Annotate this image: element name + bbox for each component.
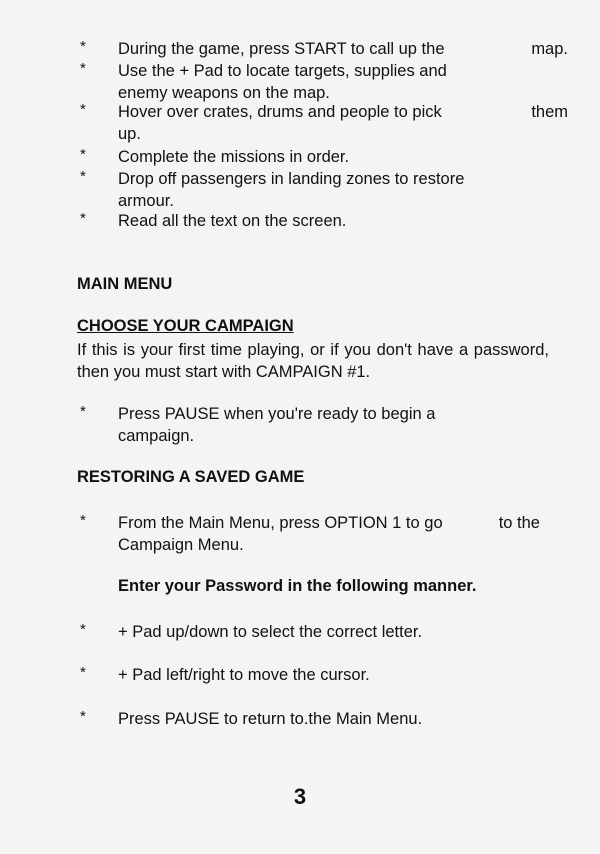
bullet-star: * [80, 403, 86, 420]
password-instruction: Enter your Password in the following manner. [118, 577, 477, 595]
bullet-text-tail: them [531, 103, 568, 121]
bullet-text: Drop off passengers in landing zones to restore [118, 170, 465, 188]
bullet-star: * [80, 708, 86, 725]
bullet-text: Read all the text on the screen. [118, 212, 347, 230]
bullet-star: * [80, 38, 86, 55]
bullet-star: * [80, 664, 86, 681]
bullet-text: + Pad left/right to move the cursor. [118, 666, 370, 684]
campaign-heading: CHOOSE YOUR CAMPAIGN [77, 317, 294, 335]
bullet-star: * [80, 146, 86, 163]
bullet-text: Complete the missions in order. [118, 148, 350, 166]
bullet-star: * [80, 101, 86, 118]
page-number: 3 [293, 784, 307, 809]
bullet-text: Press PAUSE to return to.the Main Menu. [118, 710, 423, 728]
bullet-star: * [80, 621, 86, 638]
bullet-star: * [80, 60, 86, 77]
bullet-star: * [80, 210, 86, 227]
main-menu-heading: MAIN MENU [77, 275, 173, 293]
bullet-text: From the Main Menu, press OPTION 1 to go [118, 514, 443, 532]
bullet-text: During the game, press START to call up the [118, 40, 445, 58]
campaign-paragraph: If this is your first time playing, or if you don't have a password, then you must start with CAMPAIGN #1. [77, 341, 549, 381]
bullet-text: Use the + Pad to locate targets, supplies and [118, 62, 447, 80]
bullet-text-line2: enemy weapons on the map. [118, 84, 330, 102]
bullet-text-line2: Campaign Menu. [118, 536, 244, 554]
bullet-star: * [80, 168, 86, 185]
bullet-text: + Pad up/down to select the correct letter. [118, 623, 423, 641]
restore-heading: RESTORING A SAVED GAME [77, 468, 305, 486]
bullet-text-tail: map. [531, 40, 568, 58]
bullet-text-line2: armour. [118, 192, 174, 210]
bullet-text-tail: to the [498, 514, 540, 532]
bullet-text: Press PAUSE when you're ready to begin a [118, 405, 436, 423]
bullet-text: Hover over crates, drums and people to pick [118, 103, 442, 121]
bullet-text-line2: up. [118, 125, 141, 143]
bullet-star: * [80, 512, 86, 529]
bullet-text-line2: campaign. [118, 427, 195, 445]
